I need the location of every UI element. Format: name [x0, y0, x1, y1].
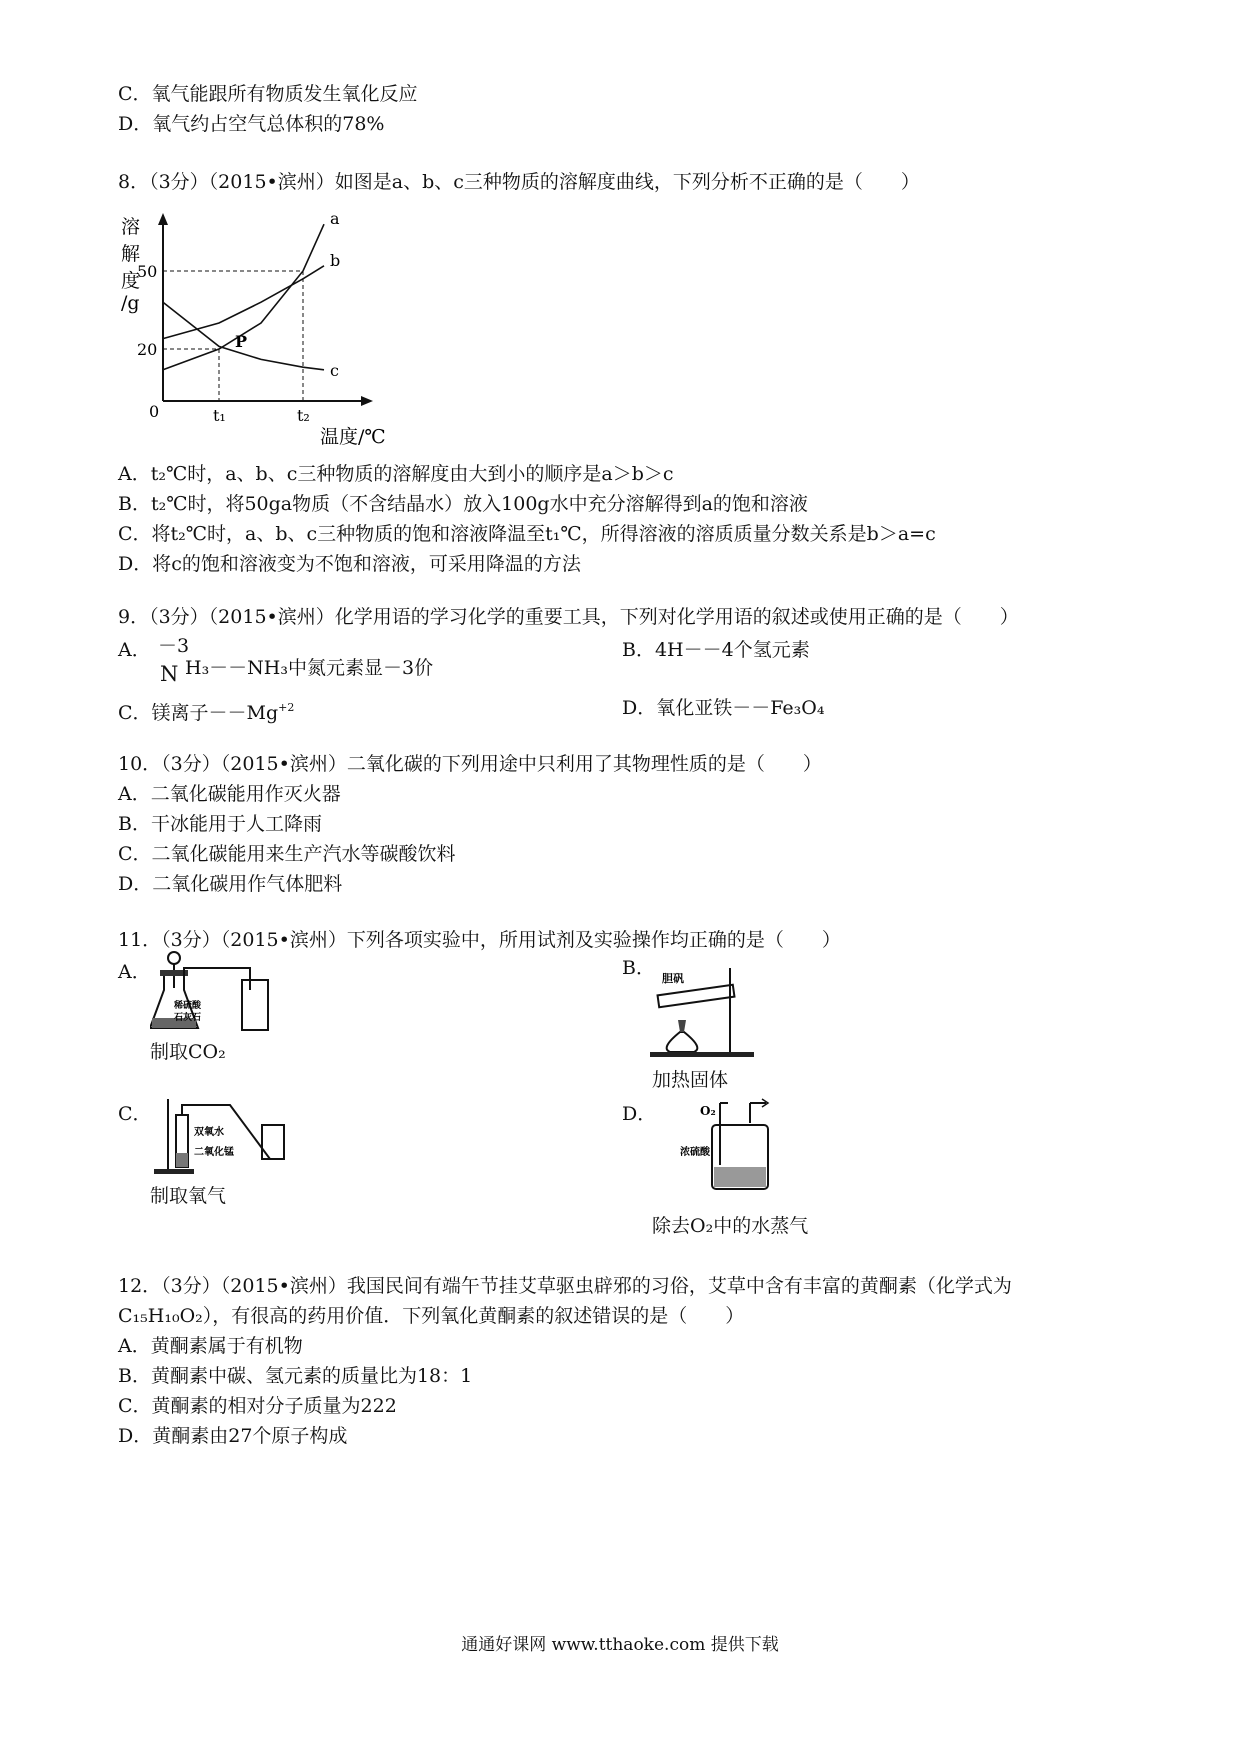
y-axis-arrow	[158, 213, 168, 225]
y-axis-label-ch2: 解	[121, 243, 141, 265]
apparatus-c-figure	[150, 1095, 300, 1175]
q12-option-c: C．黄酮素的相对分子质量为222	[118, 1395, 397, 1417]
q9-option-d: D．氧化亚铁－－Fe₃O₄	[622, 697, 825, 719]
q11-option-a-label: A．	[118, 961, 151, 983]
y-axis-label-ch1: 溶	[121, 216, 141, 238]
q9-option-c-charge: +2	[278, 701, 295, 714]
q9-option-a-valence: －3	[158, 635, 190, 657]
q12-option-b: B．黄酮素中碳、氢元素的质量比为18：1	[118, 1365, 473, 1387]
q9-option-a-element: N	[160, 662, 179, 686]
q8-option-d: D．将c的饱和溶液变为不饱和溶液，可采用降温的方法	[118, 553, 581, 575]
x-axis-label: 温度/℃	[320, 426, 386, 448]
q10-stem: 10．（3分）（2015•滨州）二氧化碳的下列用途中只利用了其物理性质的是（ ）	[118, 753, 822, 775]
x-tick-label: t₂	[297, 406, 310, 425]
y-axis-label-ch4: /g	[121, 292, 140, 314]
q11-option-a-caption: 制取CO₂	[150, 1041, 226, 1063]
page-footer: 通通好课网 www.tthaoke.com 提供下载	[461, 1635, 779, 1655]
q7-option-c: C．氧气能跟所有物质发生氧化反应	[118, 83, 418, 105]
q9-option-a-label: A．	[118, 639, 151, 661]
apparatus-d-o2-label: O₂	[700, 1104, 716, 1118]
x-axis-arrow	[361, 396, 373, 406]
q11-option-b-label: B．	[622, 957, 655, 979]
q8-stem: 8．（3分）（2015•滨州）如图是a、b、c三种物质的溶解度曲线，下列分析不正确的是（ ）	[118, 171, 920, 193]
q10-option-a: A．二氧化碳能用作灭火器	[118, 783, 341, 805]
q7-option-d: D．氧气约占空气总体积的78%	[118, 113, 385, 135]
q9-stem: 9．（3分）（2015•滨州）化学用语的学习化学的重要工具，下列对化学用语的叙述或使用正确的是（ ）	[118, 606, 1019, 628]
apparatus-a-figure	[150, 950, 280, 1035]
q11-option-b-caption: 加热固体	[652, 1069, 729, 1091]
q11-stem: 11．（3分）（2015•滨州）下列各项实验中，所用试剂及实验操作均正确的是（ ）	[118, 929, 841, 951]
y-axis-label-ch3: 度	[121, 270, 141, 292]
q9-option-a-text: H₃－－NH₃中氮元素显－3价	[185, 657, 434, 679]
q9-option-b: B．4H－－4个氢元素	[622, 639, 810, 661]
apparatus-a-acid-label: 稀硫酸	[174, 1001, 202, 1011]
q11-option-c-caption: 制取氧气	[150, 1185, 227, 1207]
apparatus-b-figure	[650, 960, 770, 1060]
y-tick-label: 20	[137, 340, 158, 359]
q11-option-d-label: D．	[622, 1103, 657, 1125]
q10-option-b: B．干冰能用于人工降雨	[118, 813, 322, 835]
q12-option-d: D．黄酮素由27个原子构成	[118, 1425, 348, 1447]
q8-option-c: C．将t₂℃时，a、b、c三种物质的饱和溶液降温至t₁℃，所得溶液的溶质质量分数关系是b＞a=c	[118, 523, 936, 545]
q9-option-c	[118, 694, 294, 727]
q9-option-c-text: C．镁离子－－Mg	[118, 702, 279, 724]
q11-option-c-label: C．	[118, 1103, 152, 1125]
q12-stem-line2: C₁₅H₁₀O₂），有很高的药用价值．下列氧化黄酮素的叙述错误的是（ ）	[118, 1305, 745, 1327]
y-tick-label: 50	[137, 262, 158, 281]
series-line-b	[163, 266, 324, 339]
q8-option-b: B．t₂℃时，将50ga物质（不含结晶水）放入100g水中充分溶解得到a的饱和溶液	[118, 493, 808, 515]
q12-option-a: A．黄酮素属于有机物	[118, 1335, 303, 1357]
apparatus-a-stone-label: 石灰石	[174, 1013, 202, 1023]
apparatus-b-chem-label: 胆矾	[662, 972, 684, 985]
series-label-b: b	[330, 250, 341, 270]
x-tick-label: t₁	[213, 406, 226, 425]
solubility-chart	[115, 205, 445, 455]
q10-option-d: D．二氧化碳用作气体肥料	[118, 873, 343, 895]
series-label-a: a	[330, 209, 340, 229]
apparatus-c-mno2-label: 二氧化锰	[194, 1147, 234, 1158]
apparatus-c-peroxide-label: 双氧水	[194, 1127, 224, 1138]
series-label-c: c	[330, 360, 339, 380]
q10-option-c: C．二氧化碳能用来生产汽水等碳酸饮料	[118, 843, 456, 865]
q11-option-d-caption: 除去O₂中的水蒸气	[652, 1215, 809, 1237]
q12-stem-line1: 12．（3分）（2015•滨州）我国民间有端午节挂艾草驱虫辟邪的习俗，艾草中含有丰富的黄酮素（化学式为	[118, 1275, 1012, 1297]
q8-option-a: A．t₂℃时，a、b、c三种物质的溶解度由大到小的顺序是a＞b＞c	[118, 463, 674, 485]
intersection-label-p: P	[235, 332, 248, 351]
apparatus-d-acid-label: 浓硫酸	[680, 1147, 710, 1158]
apparatus-d-figure	[680, 1095, 790, 1195]
y-tick-label: 0	[149, 402, 160, 421]
